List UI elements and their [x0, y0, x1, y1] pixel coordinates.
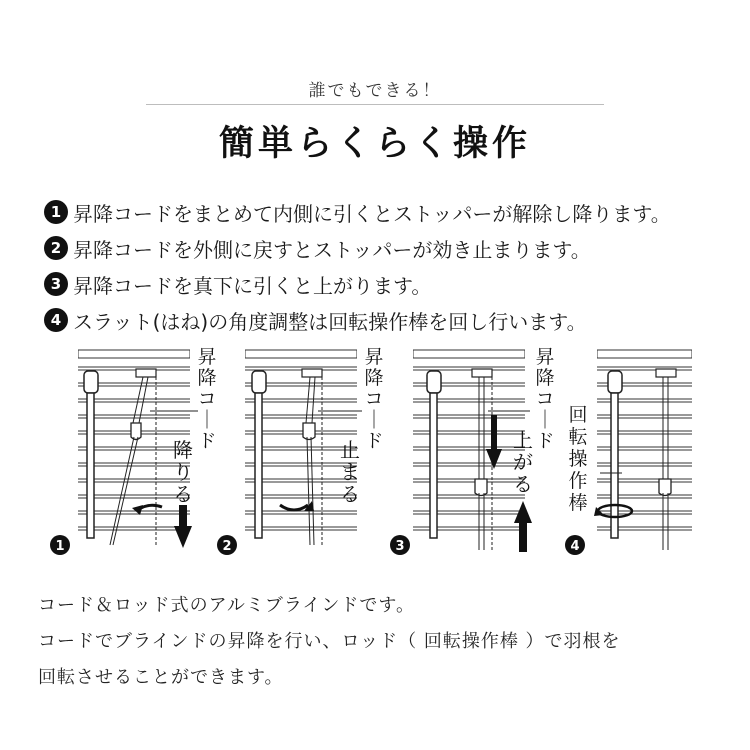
label-char: 降	[197, 367, 217, 389]
diagram-panel-2	[217, 346, 384, 555]
label-char: 止	[340, 438, 360, 462]
tilt-rod	[430, 393, 437, 538]
diagram-panel-4	[565, 350, 692, 555]
cord-stopper	[131, 423, 141, 440]
divider	[146, 104, 604, 105]
label-char: る	[513, 472, 533, 496]
rod-bracket	[427, 371, 441, 393]
cord-stopper	[659, 479, 671, 496]
cord-stopper	[303, 423, 315, 440]
label-char: 昇	[535, 346, 555, 368]
tilt-rod	[87, 393, 94, 538]
panel-number: 3	[395, 539, 405, 554]
step-number-badge: 3	[44, 272, 68, 296]
rod-bracket	[608, 371, 622, 393]
diagram-panel-1	[50, 346, 217, 555]
cord-label	[197, 346, 216, 452]
cord-head	[472, 369, 492, 377]
label-char: り	[173, 460, 193, 484]
rod-bracket	[84, 371, 98, 393]
instruction-step-3	[44, 266, 734, 302]
blind-diagram	[0, 345, 750, 560]
instruction-step-2	[44, 230, 734, 266]
label-char: 昇	[364, 346, 384, 368]
instruction-text: 昇降コードを真下に引くと上がります。	[73, 273, 432, 298]
instruction-text: 昇降コードを外側に戻すとストッパーが効き止まります。	[73, 237, 591, 262]
action-label	[340, 438, 360, 506]
rod-bracket	[252, 371, 266, 393]
cord-head	[302, 369, 322, 377]
label-char: ま	[340, 460, 360, 484]
label-char: 転	[568, 426, 588, 448]
label-char: る	[340, 482, 360, 506]
cord-head	[136, 369, 156, 377]
instruction-text: 昇降コードをまとめて内側に引くとストッパーが解除し降ります。	[73, 201, 671, 226]
label-char: ｜	[364, 409, 384, 431]
step-number-badge: 2	[44, 236, 68, 260]
label-char: 作	[568, 470, 588, 492]
product-description	[38, 588, 728, 696]
instruction-step-4	[44, 302, 734, 338]
curved-arrow-icon	[280, 505, 308, 510]
label-char: コ	[535, 388, 555, 410]
label-char: 回	[568, 404, 588, 426]
label-char: ド	[535, 430, 555, 452]
label-char: が	[513, 450, 533, 474]
action-label	[513, 428, 533, 496]
action-label	[173, 438, 193, 506]
label-char: 降	[364, 367, 384, 389]
step-number-badge: 1	[44, 200, 68, 224]
label-char: る	[173, 482, 193, 506]
description-line: コードでブラインドの昇降を行い、ロッド（ 回転操作棒 ）で羽根を	[38, 631, 621, 652]
step-number-badge: 4	[44, 308, 68, 332]
page-title: 簡単らくらく操作	[218, 124, 531, 164]
instruction-text: スラット(はね)の角度調整は回転操作棒を回し行います。	[73, 309, 587, 334]
label-char: 上	[513, 428, 533, 452]
lift-cord	[133, 377, 143, 423]
label-char: 降	[535, 367, 555, 389]
down-arrow-icon	[486, 415, 502, 469]
rod-label	[568, 404, 587, 514]
cord-label	[364, 346, 383, 452]
instruction-list	[44, 194, 734, 338]
label-char: ｜	[197, 409, 217, 431]
label-char: コ	[197, 388, 217, 410]
label-char: ド	[364, 430, 384, 452]
cord-label	[535, 346, 554, 452]
label-char: ｜	[535, 409, 555, 431]
instruction-step-1	[44, 194, 734, 230]
lift-cord	[306, 377, 310, 423]
cord-stopper	[475, 479, 487, 496]
label-char: 棒	[568, 492, 588, 514]
label-char: ド	[197, 430, 217, 452]
subtitle: 誰でもできる！	[308, 81, 442, 101]
label-char: コ	[364, 388, 384, 410]
cord-head	[656, 369, 676, 377]
label-char: 操	[568, 448, 588, 470]
panel-number: 1	[55, 539, 65, 554]
diagram-panel-3	[390, 346, 555, 555]
description-line: コード＆ロッド式のアルミブラインドです。	[38, 595, 415, 616]
label-char: 降	[173, 438, 193, 462]
tilt-rod	[255, 393, 262, 538]
panel-number: 2	[222, 539, 232, 554]
description-line: 回転させることができます。	[38, 667, 284, 688]
panel-number: 4	[570, 539, 580, 554]
label-char: 昇	[197, 346, 217, 368]
